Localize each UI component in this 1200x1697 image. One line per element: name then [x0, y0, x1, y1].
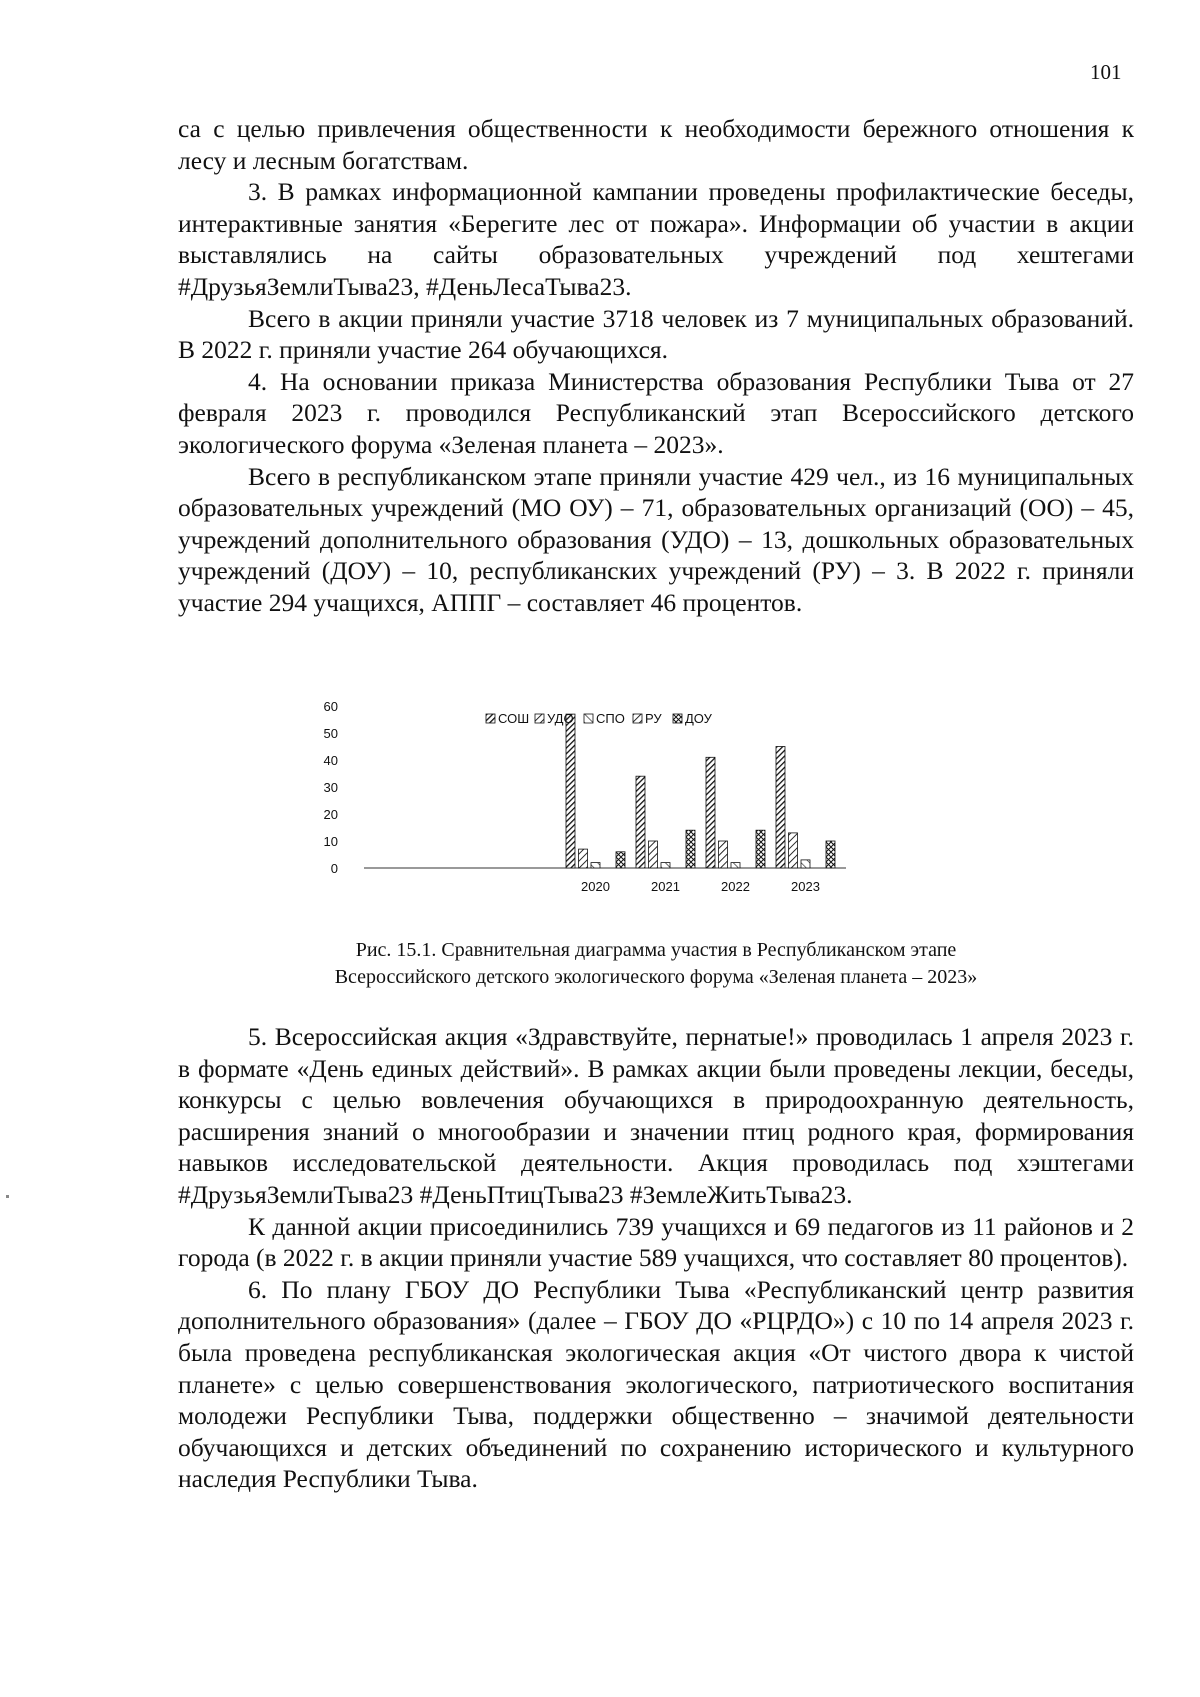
y-tick-label: 60	[323, 699, 338, 714]
paragraph: 5. Всероссийская акция «Здравствуйте, пернатые!» проводилась 1 апреля 2023 г. в формате «День единых действий». В рамках акции были проведены лекции, беседы, конкурсы с целью вовлечения обучающихся в природоохранную деятельность, расширения знаний о многообразии и значении птиц родного края, формирования навыков исследовательской деятельности. Акция проводилась под хэштегами #ДрузьяЗемлиТыва23 #ДеньПтицТыва23 #ЗемлеЖитьТыва23.	[178, 1022, 1134, 1209]
bars	[566, 714, 835, 868]
bar-СПО	[731, 863, 740, 868]
x-tick-label: 2023	[791, 879, 820, 894]
bar-ДОУ	[826, 841, 835, 868]
legend-swatch	[535, 714, 544, 723]
paragraph: К данной акции присоединились 739 учащихся и 69 педагогов из 11 районов и 2 города (в 2022 г. в акции приняли участие 589 учащихся, что составляет 80 процентов).	[178, 1211, 1134, 1273]
bar-СПО	[801, 860, 810, 868]
legend-label: СОШ	[498, 711, 530, 726]
x-tick-label: 2021	[651, 879, 680, 894]
y-tick-label: 20	[323, 807, 338, 822]
bar-СПО	[661, 863, 670, 868]
legend-swatch	[584, 714, 593, 723]
bar-chart-figure	[316, 692, 916, 932]
scan-artifact	[6, 1195, 9, 1198]
paragraph: Всего в республиканском этапе приняли участие 429 чел., из 16 муниципальных образовательных учреждений (МО ОУ) – 71, образовательных организаций (ОО) – 45, учреждений дополнительного образования (УДО) – 13, дошкольных образовательных учреждений (ДОУ) – 10, республиканских учреждений (РУ) – 3. В 2022 г. приняли участие 294 учащихся, АППГ – составляет 46 процентов.	[178, 461, 1134, 617]
bar-СОШ	[636, 776, 645, 868]
figure-caption	[178, 937, 1134, 991]
legend-swatch	[633, 714, 642, 723]
y-tick-label: 40	[323, 753, 338, 768]
bar-ДОУ	[616, 852, 625, 868]
legend-label: УДО	[547, 711, 574, 726]
bar-СОШ	[776, 747, 785, 869]
bar-ДОУ	[756, 830, 765, 868]
y-axis	[324, 699, 338, 876]
bar-УДО	[579, 849, 588, 868]
bar-СОШ	[566, 714, 575, 868]
paragraph: 6. По плану ГБОУ ДО Республики Тыва «Республиканский центр развития дополнительного образования» (далее – ГБОУ ДО «РЦРДО») с 10 по 14 апреля 2023 г. была проведена республиканская экологическая акция «От чистого двора к чистой планете» с целью совершенствования экологического, патриотического воспитания молодежи Республики Тыва, поддержки общественно – значимой деятельности обучающихся и детских объединений по сохранению исторического и культурного наследия Республики Тыва.	[178, 1274, 1134, 1494]
caption-line: Рис. 15.1. Сравнительная диаграмма участия в Республиканском этапе	[355, 939, 957, 961]
paragraph: Всего в акции приняли участие 3718 человек из 7 муниципальных образований. В 2022 г. приняли участие 264 обучающихся.	[178, 303, 1134, 365]
y-tick-label: 50	[323, 726, 338, 741]
paragraph: 4. На основании приказа Министерства образования Республики Тыва от 27 февраля 2023 г. проводился Республиканский этап Всероссийского детского экологического форума «Зеленая планета – 2023».	[178, 366, 1134, 459]
bar-УДО	[719, 841, 728, 868]
bar-СОШ	[706, 757, 715, 868]
y-tick-label: 0	[330, 861, 338, 876]
y-tick-label: 10	[323, 834, 338, 849]
legend-swatch	[486, 714, 495, 723]
text-block-bottom	[178, 1021, 1134, 1495]
text-block-top	[178, 113, 1134, 619]
legend-label: ДОУ	[685, 711, 712, 726]
x-tick-label: 2020	[581, 879, 610, 894]
bar-ДОУ	[686, 830, 695, 868]
x-axis	[364, 868, 846, 894]
bar-chart	[316, 692, 916, 932]
legend	[486, 711, 713, 726]
bar-УДО	[789, 833, 798, 868]
legend-swatch	[673, 714, 682, 723]
x-tick-label: 2022	[721, 879, 750, 894]
paragraph: са с целью привлечения общественности к необходимости бережного отношения к лесу и лесным богатствам.	[178, 114, 1134, 175]
page-number: 101	[1090, 60, 1122, 84]
y-tick-label: 30	[323, 780, 338, 795]
caption-line: Всероссийского детского экологического форума «Зеленая планета – 2023»	[334, 966, 978, 988]
bar-СПО	[591, 863, 600, 868]
legend-label: РУ	[645, 711, 662, 726]
bar-УДО	[649, 841, 658, 868]
paragraph: 3. В рамках информационной кампании проведены профилактические беседы, интерактивные занятия «Берегите лес от пожара». Информации об участии в акции выставлялись на сайты образовательных учреждений под хештегами #ДрузьяЗемлиТыва23, #ДеньЛесаТыва23.	[178, 177, 1134, 301]
legend-label: СПО	[596, 711, 625, 726]
